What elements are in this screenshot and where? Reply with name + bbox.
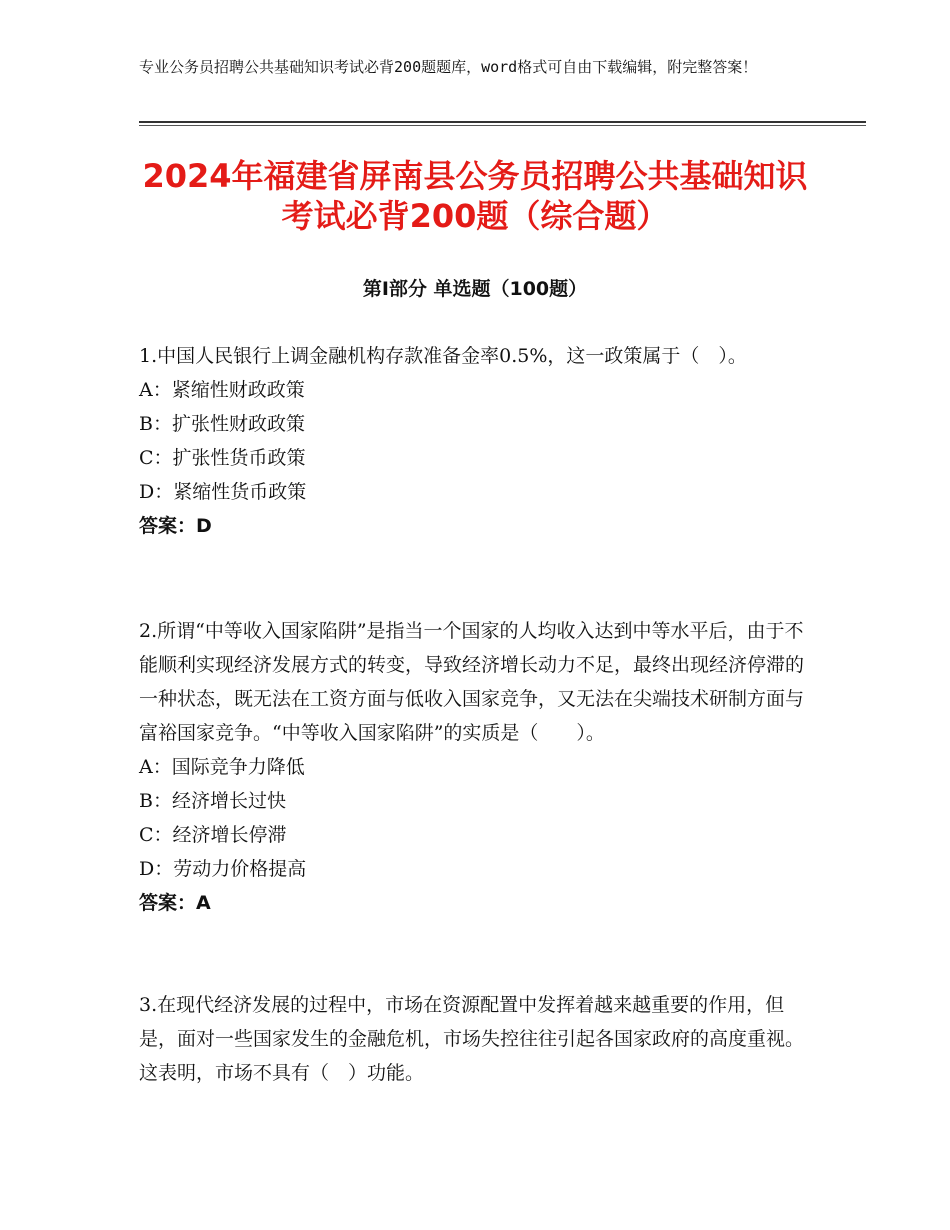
question-stem: 1.中国人民银行上调金融机构存款准备金率0.5%，这一政策属于（ ）。: [139, 345, 747, 367]
option-c: C：经济增长停滞: [139, 824, 287, 846]
option-b: B：经济增长过快: [139, 790, 286, 812]
question-1: [139, 339, 811, 543]
question-stem: 2.所谓“中等收入国家陷阱”是指当一个国家的人均收入达到中等水平后，由于不能顺利实现经济发展方式的转变，导致经济增长动力不足，最终出现经济停滞的一种状态，既无法在工资方面与低收入国家竞争，又无法在尖端技术研制方面与富裕国家竞争。“中等收入国家陷阱”的实质是（ ）。: [139, 620, 805, 744]
question-2: [139, 614, 811, 920]
header-divider-thick: [139, 121, 866, 123]
header-note: 专业公务员招聘公共基础知识考试必背200题题库，word格式可自由下载编辑，附完整答案！: [139, 58, 758, 76]
question-3: [139, 988, 811, 1090]
option-a: A：紧缩性财政政策: [139, 379, 305, 401]
answer: 答案：A: [139, 892, 211, 914]
section-heading: 第Ⅰ部分 单选题（100题）: [362, 278, 588, 300]
option-a: A：国际竞争力降低: [139, 756, 305, 778]
option-d: D：劳动力价格提高: [139, 858, 307, 880]
option-d: D：紧缩性货币政策: [139, 481, 307, 503]
option-c: C：扩张性货币政策: [139, 447, 306, 469]
document-title: 2024年福建省屏南县公务员招聘公共基础知识考试必背200题（综合题）: [142, 157, 808, 235]
header-divider-thin: [139, 125, 866, 126]
question-stem: 3.在现代经济发展的过程中，市场在资源配置中发挥着越来越重要的作用，但是，面对一些国家发生的金融危机，市场失控往往引起各国家政府的高度重视。这表明，市场不具有（ ）功能。: [139, 994, 805, 1084]
answer: 答案：D: [139, 515, 212, 537]
option-b: B：扩张性财政政策: [139, 413, 305, 435]
